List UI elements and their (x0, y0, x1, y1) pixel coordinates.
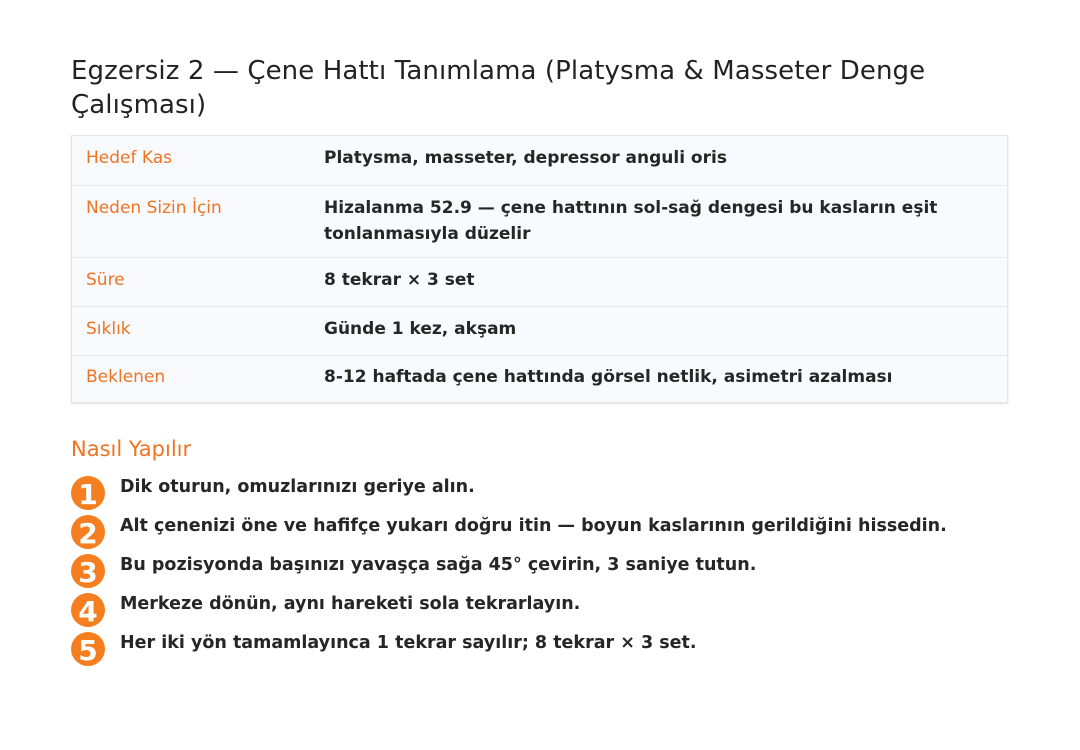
table-row (72, 186, 1008, 258)
row-value-duration: 8 tekrar × 3 set (296, 258, 1008, 307)
row-label-target-muscle: Hedef Kas (86, 148, 173, 168)
step-item (71, 473, 1009, 510)
step-number-badge: 3 (71, 554, 105, 588)
step-item (71, 590, 1009, 627)
step-number-badge: 5 (71, 632, 105, 666)
step-text: Alt çenenizi öne ve hafifçe yukarı doğru itin — boyun kaslarının gerildiğini hissedin. (120, 516, 947, 536)
step-text: Merkeze dönün, aynı hareketi sola tekrarlayın. (120, 594, 581, 614)
table-row (72, 307, 1008, 356)
step-text: Dik oturun, omuzlarınızı geriye alın. (120, 477, 475, 497)
step-text: Bu pozisyonda başınızı yavaşça sağa 45° çevirin, 3 saniye tutun. (120, 555, 757, 575)
step-number-badge: 1 (71, 476, 105, 510)
exercise-page (71, 54, 1009, 668)
exercise-info-table (71, 135, 1008, 403)
table-row (72, 258, 1008, 307)
step-item (71, 629, 1009, 666)
table-row (72, 356, 1008, 403)
row-label-frequency: Sıklık (72, 307, 297, 356)
row-label-why-for-you: Neden Sizin İçin (72, 186, 297, 258)
row-value-frequency: Günde 1 kez, akşam (296, 307, 1008, 356)
step-item (71, 551, 1009, 588)
row-label-expected: Beklenen (72, 356, 297, 403)
step-number-badge: 4 (71, 593, 105, 627)
row-label-duration: Süre (72, 258, 297, 307)
row-value-target-muscle: Platysma, masseter, depressor anguli oris (324, 148, 727, 168)
row-value-why-for-you: Hizalanma 52.9 — çene hattının sol-sağ dengesi bu kasların eşit tonlanmasıyla düzelir (296, 186, 1008, 258)
steps-heading: Nasıl Yapılır (71, 437, 192, 461)
step-text: Her iki yön tamamlayınca 1 tekrar sayılır; 8 tekrar × 3 set. (120, 633, 697, 653)
row-value-expected: 8-12 haftada çene hattında görsel netlik, asimetri azalması (296, 356, 1008, 403)
steps-list (71, 473, 1009, 666)
step-item (71, 512, 1009, 549)
table-row (72, 136, 1008, 186)
page-title: Egzersiz 2 — Çene Hattı Tanımlama (Platysma & Masseter Denge Çalışması) (71, 56, 926, 120)
step-number-badge: 2 (71, 515, 105, 549)
